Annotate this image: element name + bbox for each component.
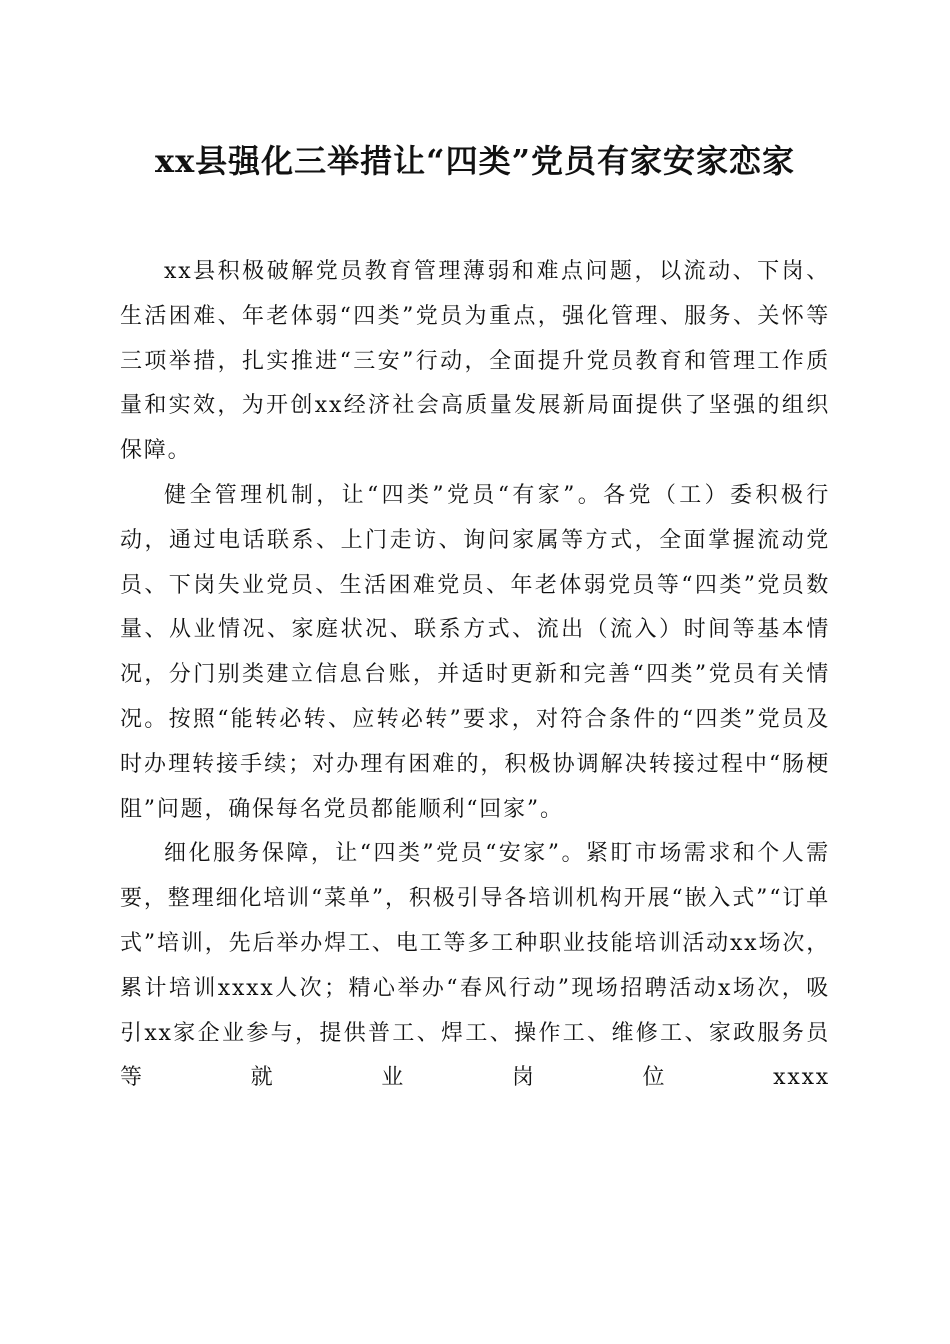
document-title: xx县强化三举措让“四类”党员有家安家恋家 <box>155 142 795 180</box>
paragraph-management: 健全管理机制，让“四类”党员“有家”。各党（工）委积极行动，通过电话联系、上门走访、询问家属等方式，全面掌握流动党员、下岗失业党员、生活困难党员、年老体弱党员等“四类”党员数量、从业情况、家庭状况、联系方式、流出（流入）时间等基本情况，分门别类建立信息台账，并适时更新和完善“四类”党员有关情况。按照“能转必转、应转必转”要求，对符合条件的“四类”党员及时办理转接手续；对办理有困难的，积极协调解决转接过程中“肠梗阻”问题，确保每名党员都能顺利“回家”。 <box>120 482 830 822</box>
paragraph-service: 细化服务保障，让“四类”党员“安家”。紧盯市场需求和个人需要，整理细化培训“菜单”，积极引导各培训机构开展“嵌入式”“订单式”培训，先后举办焊工、电工等多工种职业技能培训活动xx场次，累计培训xxxx人次；精心举办“春风行动”现场招聘活动x场次，吸引xx家企业参与，提供普工、焊工、操作工、维修工、家政服务员等就业岗位xxxx <box>120 841 830 1091</box>
document-body <box>120 250 830 1101</box>
paragraph-intro: xx县积极破解党员教育管理薄弱和难点问题，以流动、下岗、生活困难、年老体弱“四类”党员为重点，强化管理、服务、关怀等三项举措，扎实推进“三安”行动，全面提升党员教育和管理工作质量和实效，为开创xx经济社会高质量发展新局面提供了坚强的组织保障。 <box>120 259 830 464</box>
